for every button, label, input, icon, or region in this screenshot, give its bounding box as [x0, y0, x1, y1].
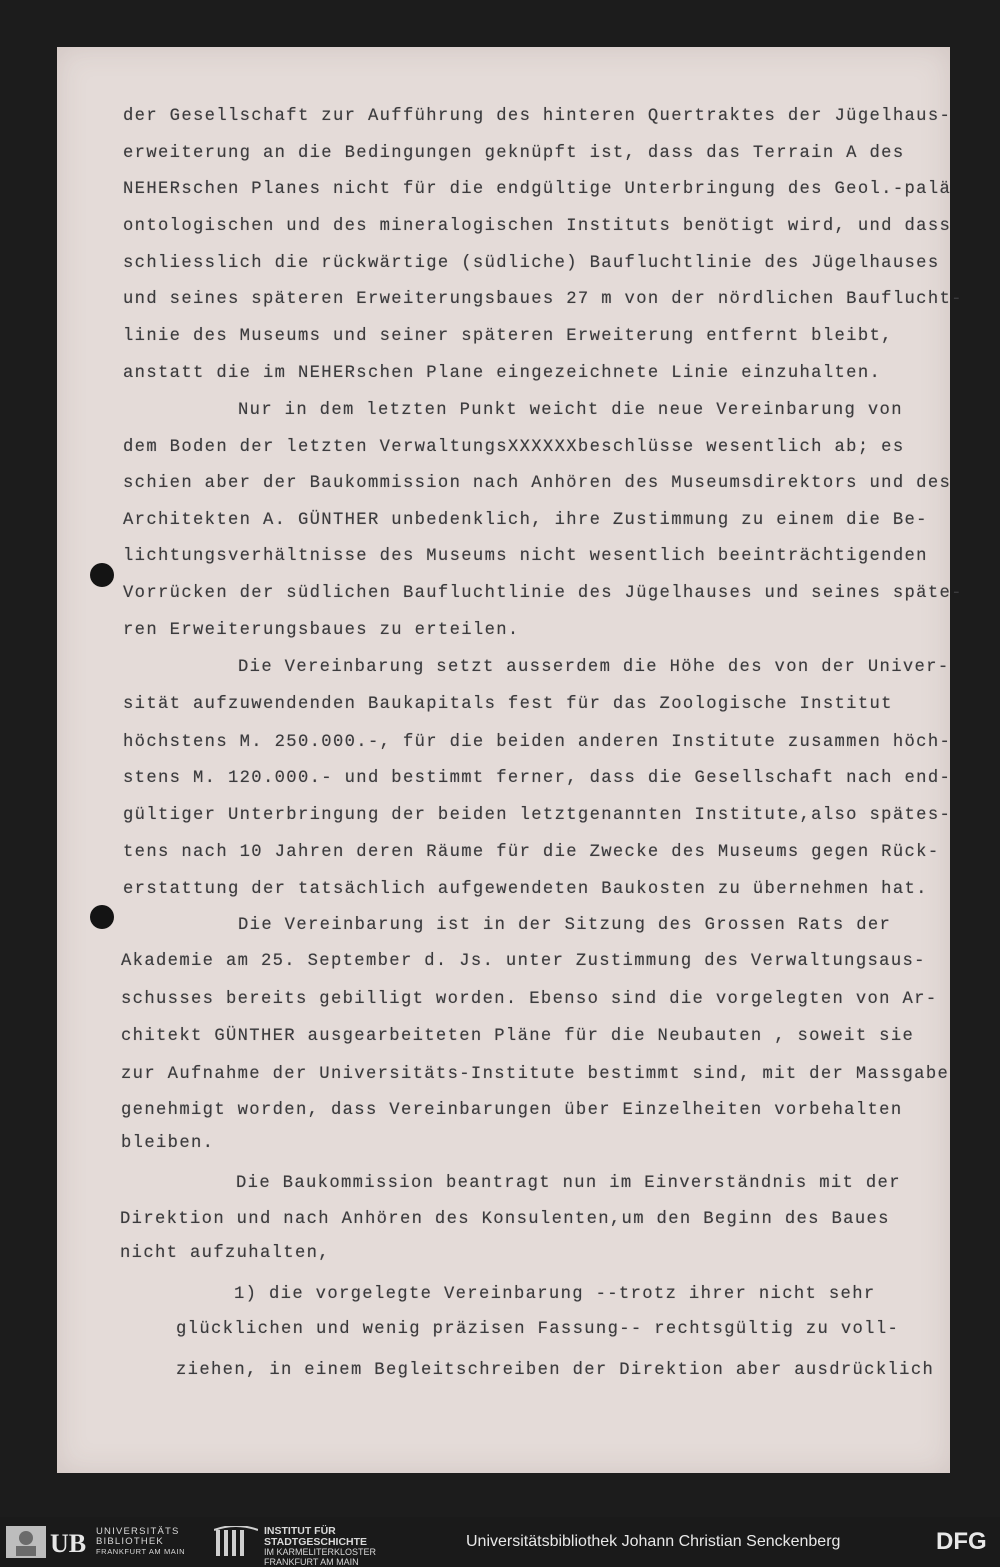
text-line: Die Vereinbarung ist in der Sitzung des Grossen Rats der: [238, 916, 892, 935]
text-line: dem Boden der letzten VerwaltungsXXXXXXbeschlüsse wesentlich ab; es: [123, 438, 905, 457]
text-line: nicht aufzuhalten,: [120, 1244, 330, 1263]
text-line: 1) die vorgelegte Vereinbarung --trotz ihrer nicht sehr: [234, 1285, 876, 1304]
institute-line: FRANKFURT AM MAIN: [264, 1556, 359, 1567]
text-line: Die Vereinbarung setzt ausserdem die Höhe des von der Univer-: [238, 658, 950, 677]
text-line: tens nach 10 Jahren deren Räume für die Zwecke des Museums gegen Rück-: [123, 843, 940, 862]
text-line: Vorrücken der südlichen Baufluchtlinie des Jügelhauses und seines späte-: [123, 584, 963, 603]
text-line: schliesslich die rückwärtige (südliche) Baufluchtlinie des Jügelhauses: [123, 254, 940, 273]
ub-library-name: [96, 1527, 185, 1557]
text-line: sität aufzuwendenden Baukapitals fest für das Zoologische Institut: [123, 695, 893, 714]
text-line: Architekten A. GÜNTHER unbedenklich, ihre Zustimmung zu einem die Be-: [123, 511, 928, 530]
text-line: Direktion und nach Anhören des Konsulenten,um den Beginn des Baues: [120, 1210, 890, 1229]
institute-line: STADTGESCHICHTE: [264, 1536, 368, 1548]
text-line: schien aber der Baukommission nach Anhören des Museumsdirektors und des: [123, 474, 952, 493]
text-line: glücklichen und wenig präzisen Fassung-- rechtsgültig zu voll-: [176, 1320, 900, 1339]
text-line: gültiger Unterbringung der beiden letztgenannten Institute,also spätes-: [123, 806, 952, 825]
text-line: schusses bereits gebilligt worden. Ebenso sind die vorgelegten von Ar-: [121, 990, 938, 1009]
text-line: der Gesellschaft zur Aufführung des hinteren Quertraktes der Jügelhaus-: [123, 107, 952, 126]
text-line: erstattung der tatsächlich aufgewendeten Baukosten zu übernehmen hat.: [123, 880, 928, 899]
ub-library-logo: [6, 1526, 94, 1558]
ub-logo-letters: UB: [50, 1529, 87, 1558]
ub-line: UNIVERSITÄTS: [96, 1526, 180, 1537]
institute-line: IM KARMELITERKLOSTER: [264, 1547, 377, 1557]
text-line: erweiterung an die Bedingungen geknüpft ist, dass das Terrain A des: [123, 144, 905, 163]
institute-columns-logo: [214, 1526, 258, 1558]
text-line: lichtungsverhältnisse des Museums nicht wesentlich beeinträchtigenden: [123, 547, 928, 566]
text-line: Nur in dem letzten Punkt weicht die neue Vereinbarung von: [238, 401, 903, 420]
dfg-logo: DFG: [936, 1528, 987, 1555]
institute-line: INSTITUT FÜR: [264, 1525, 336, 1537]
text-line: genehmigt worden, dass Vereinbarungen über Einzelheiten vorbehalten: [121, 1101, 903, 1120]
institute-name: [264, 1526, 376, 1567]
library-title: Universitätsbibliothek Johann Christian Senckenberg: [466, 1533, 841, 1550]
punch-hole: [90, 905, 114, 929]
text-line: stens M. 120.000.- und bestimmt ferner, dass die Gesellschaft nach end-: [123, 769, 952, 788]
text-line: ziehen, in einem Begleitschreiben der Direktion aber ausdrücklich: [176, 1361, 935, 1380]
text-line: ren Erweiterungsbaues zu erteilen.: [123, 621, 520, 640]
text-line: und seines späteren Erweiterungsbaues 27 m von der nördlichen Bauflucht-: [123, 290, 963, 309]
viewer-footer-bar: [0, 1517, 1000, 1567]
text-line: zur Aufnahme der Universitäts-Institute bestimmt sind, mit der Massgabe: [121, 1065, 950, 1084]
text-line: anstatt die im NEHERschen Plane eingezeichnete Linie einzuhalten.: [123, 364, 882, 383]
text-line: höchstens M. 250.000.-, für die beiden anderen Institute zusammen höch-: [123, 733, 952, 752]
text-line: Die Baukommission beantragt nun im Einverständnis mit der: [236, 1174, 901, 1193]
ub-line: BIBLIOTHEK: [96, 1536, 164, 1547]
text-line: linie des Museums und seiner späteren Erweiterung entfernt bleibt,: [123, 327, 893, 346]
text-line: chitekt GÜNTHER ausgearbeiteten Pläne für die Neubauten , soweit sie: [121, 1027, 915, 1046]
text-line: Akademie am 25. September d. Js. unter Zustimmung des Verwaltungsaus-: [121, 952, 926, 971]
text-line: NEHERschen Planes nicht für die endgültige Unterbringung des Geol.-palä: [123, 180, 952, 199]
text-line: bleiben.: [121, 1134, 215, 1153]
punch-hole: [90, 563, 114, 587]
text-line: ontologischen und des mineralogischen Instituts benötigt wird, und dass: [123, 217, 952, 236]
ub-line: FRANKFURT AM MAIN: [96, 1547, 186, 1556]
